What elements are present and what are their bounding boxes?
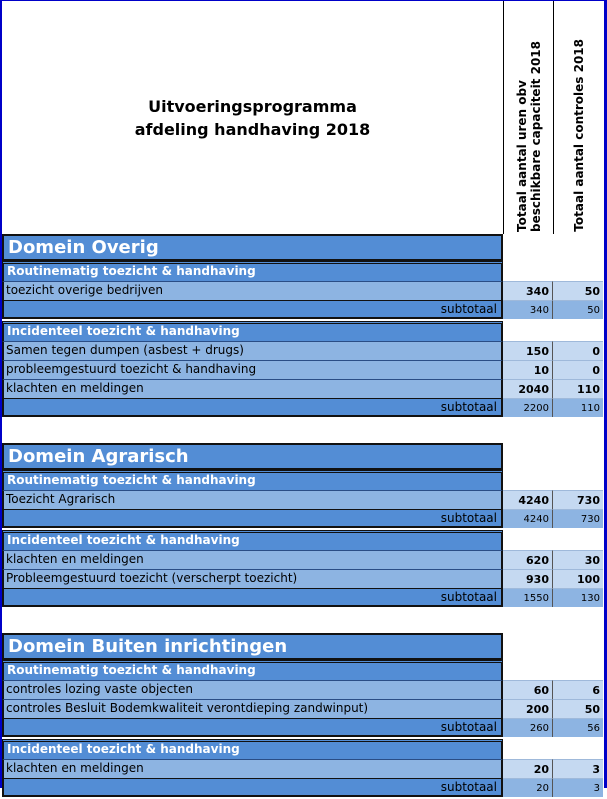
table-row[interactable] — [2, 699, 603, 718]
row-label: klachten en meldingen — [2, 550, 503, 569]
row-label: toezicht overige bedrijven — [2, 281, 503, 300]
row-label: probleemgestuurd toezicht & handhaving — [2, 360, 503, 379]
subtotal-row — [2, 588, 603, 607]
column-header-controles-label: Totaal aantal controles 2018 — [572, 39, 586, 232]
column-header-uren-label: Totaal aantal uren obv beschikbare capaciteit 2018 — [514, 41, 543, 232]
table-row[interactable] — [2, 569, 603, 588]
group-header: Routinematig toezicht & handhaving — [2, 660, 503, 680]
subtotal-controls: 56 — [553, 718, 603, 737]
row-label: Toezicht Agrarisch — [2, 490, 503, 509]
table-row[interactable] — [2, 281, 603, 300]
controls-cell[interactable]: 50 — [553, 281, 603, 300]
sheet-title — [2, 1, 503, 234]
table-row[interactable] — [2, 759, 603, 778]
subtotal-hours: 2200 — [503, 398, 553, 417]
controls-cell[interactable]: 50 — [553, 699, 603, 718]
subtotal-hours: 20 — [503, 778, 553, 797]
subtotal-controls: 110 — [553, 398, 603, 417]
subtotal-controls: 130 — [553, 588, 603, 607]
domain-header: Domein Agrarisch — [2, 443, 503, 470]
subtotal-label: subtotaal — [2, 398, 503, 417]
subtotal-row — [2, 509, 603, 528]
subtotal-controls: 730 — [553, 509, 603, 528]
group-header: Incidenteel toezicht & handhaving — [2, 321, 503, 341]
subtotal-hours: 340 — [503, 300, 553, 319]
table-row[interactable] — [2, 680, 603, 699]
group-header: Routinematig toezicht & handhaving — [2, 261, 503, 281]
controls-cell[interactable]: 110 — [553, 379, 603, 398]
hours-cell[interactable]: 200 — [503, 699, 553, 718]
row-label: Samen tegen dumpen (asbest + drugs) — [2, 341, 503, 360]
subtotal-label: subtotaal — [2, 588, 503, 607]
hours-cell[interactable]: 2040 — [503, 379, 553, 398]
table-row[interactable] — [2, 550, 603, 569]
row-label: Probleemgestuurd toezicht (verscherpt toezicht) — [2, 569, 503, 588]
row-label: controles lozing vaste objecten — [2, 680, 503, 699]
table-row[interactable] — [2, 341, 603, 360]
group-header: Incidenteel toezicht & handhaving — [2, 739, 503, 759]
hours-cell[interactable]: 20 — [503, 759, 553, 778]
group-header: Routinematig toezicht & handhaving — [2, 470, 503, 490]
subtotal-controls: 3 — [553, 778, 603, 797]
subtotal-row — [2, 398, 603, 417]
controls-cell[interactable]: 0 — [553, 360, 603, 379]
subtotal-row — [2, 300, 603, 319]
table-row[interactable] — [2, 360, 603, 379]
hours-cell[interactable]: 4240 — [503, 490, 553, 509]
subtotal-label: subtotaal — [2, 509, 503, 528]
title-line-2: afdeling handhaving 2018 — [134, 119, 371, 139]
subtotal-row — [2, 778, 603, 797]
subtotal-label: subtotaal — [2, 718, 503, 737]
column-header-controles[interactable] — [554, 4, 604, 232]
hours-cell[interactable]: 60 — [503, 680, 553, 699]
subtotal-label: subtotaal — [2, 300, 503, 319]
group-header: Incidenteel toezicht & handhaving — [2, 530, 503, 550]
row-label: controles Besluit Bodemkwaliteit verontdieping zandwinput) — [2, 699, 503, 718]
title-line-1: Uitvoeringsprogramma — [148, 96, 357, 116]
subtotal-controls: 50 — [553, 300, 603, 319]
subtotal-label: subtotaal — [2, 778, 503, 797]
hours-cell[interactable]: 150 — [503, 341, 553, 360]
hours-cell[interactable]: 620 — [503, 550, 553, 569]
controls-cell[interactable]: 6 — [553, 680, 603, 699]
hours-cell[interactable]: 10 — [503, 360, 553, 379]
column-header-uren[interactable] — [504, 4, 553, 232]
hours-cell[interactable]: 340 — [503, 281, 553, 300]
subtotal-hours: 1550 — [503, 588, 553, 607]
table-row[interactable] — [2, 490, 603, 509]
controls-cell[interactable]: 100 — [553, 569, 603, 588]
subtotal-row — [2, 718, 603, 737]
controls-cell[interactable]: 0 — [553, 341, 603, 360]
table-row[interactable] — [2, 379, 603, 398]
controls-cell[interactable]: 3 — [553, 759, 603, 778]
subtotal-hours: 260 — [503, 718, 553, 737]
hours-cell[interactable]: 930 — [503, 569, 553, 588]
subtotal-hours: 4240 — [503, 509, 553, 528]
domain-header: Domein Buiten inrichtingen — [2, 633, 503, 660]
controls-cell[interactable]: 730 — [553, 490, 603, 509]
controls-cell[interactable]: 30 — [553, 550, 603, 569]
row-label: klachten en meldingen — [2, 379, 503, 398]
domain-header: Domein Overig — [2, 234, 503, 261]
row-label: klachten en meldingen — [2, 759, 503, 778]
